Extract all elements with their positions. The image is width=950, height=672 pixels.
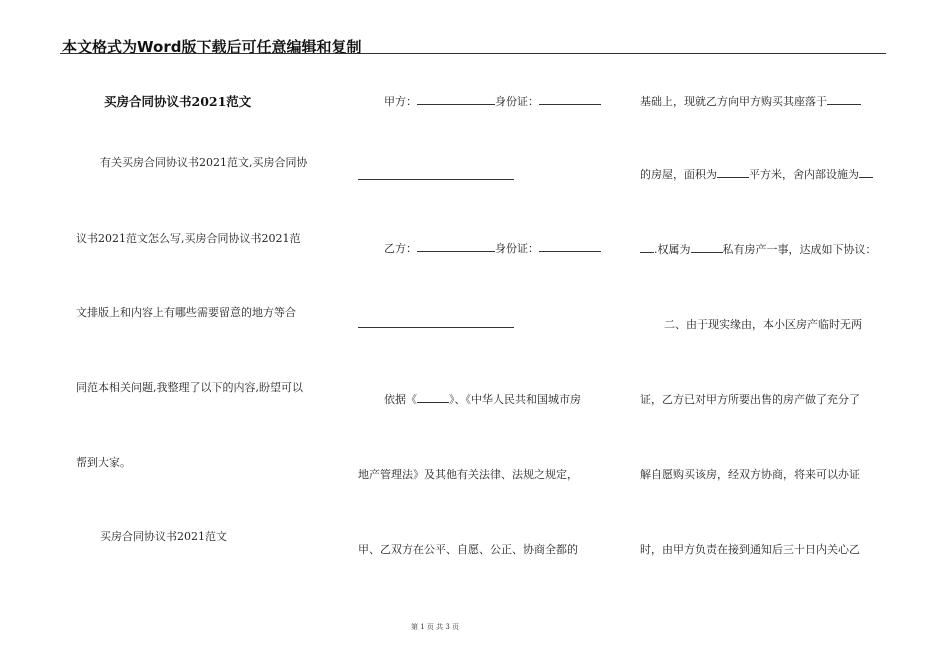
body-line: 时，由甲方负责在接到通知后三十日内关心乙 — [640, 543, 860, 556]
body-line: 甲、乙双方在公平、自愿、公正、协商全都的 — [358, 543, 578, 556]
body-line: 解自愿购买该房，经双方协商，将来可以办证 — [640, 468, 860, 481]
body-line — [640, 242, 877, 257]
id-label-b: 身份证： — [495, 242, 539, 255]
body-text: .权属为 — [654, 243, 691, 256]
party-a-name-blank — [417, 94, 495, 105]
document-header-title: 本文格式为Word版下载后可任意编辑和复制 — [62, 38, 362, 56]
basis-suffix: 》、《中华人民共和国城市房 — [449, 393, 581, 406]
ownership-blank — [691, 242, 723, 253]
party-b-id-blank — [539, 241, 601, 252]
party-a-address-blank — [358, 179, 514, 180]
body-line: 二、由于现实缘由，本小区房产临时无两 — [664, 318, 862, 331]
section-heading: 买房合同协议书2021范文 — [100, 530, 227, 543]
party-b-label: 乙方： — [384, 242, 417, 255]
body-text: 私有房产一事，达成如下协议： — [722, 243, 877, 256]
location-blank — [827, 94, 861, 105]
body-line: 文排版上和内容上有哪些需要留意的地方等合 — [76, 306, 296, 319]
party-a-line — [384, 94, 601, 109]
body-text: 的房屋，面积为 — [640, 168, 717, 181]
area-blank — [717, 167, 749, 178]
document-title: 买房合同协议书2021范文 — [104, 94, 252, 109]
party-b-line — [384, 241, 601, 256]
body-line: 地产管理法》及其他有关法律、法规之规定， — [358, 468, 578, 481]
party-a-id-blank — [539, 94, 601, 105]
basis-law-blank — [417, 392, 449, 403]
body-text: 基础上，现就乙方向甲方购买其座落于 — [640, 95, 827, 108]
body-line: 证，乙方已对甲方所要出售的房产做了充分了 — [640, 393, 860, 406]
body-line: 同范本相关问题,我整理了以下的内容,盼望可以 — [76, 381, 303, 394]
id-label-a: 身份证： — [495, 95, 539, 108]
basis-prefix: 依据《 — [384, 393, 417, 406]
party-b-address-blank — [358, 327, 514, 328]
body-line — [640, 167, 873, 182]
header-divider — [60, 53, 886, 54]
party-b-name-blank — [417, 241, 495, 252]
facilities-blank-cont — [640, 242, 654, 253]
party-a-label: 甲方： — [384, 95, 417, 108]
body-line: 议书2021范文怎么写,买房合同协议书2021范 — [76, 232, 301, 245]
page-number: 第 1 页 共 3 页 — [410, 623, 460, 631]
body-line: 帮到大家。 — [76, 456, 131, 469]
body-line: 有关买房合同协议书2021范文,买房合同协 — [100, 156, 308, 169]
facilities-blank — [859, 167, 873, 178]
body-text: 平方米，舍内部设施为 — [749, 168, 859, 181]
basis-line — [384, 392, 581, 407]
body-line — [640, 94, 861, 109]
